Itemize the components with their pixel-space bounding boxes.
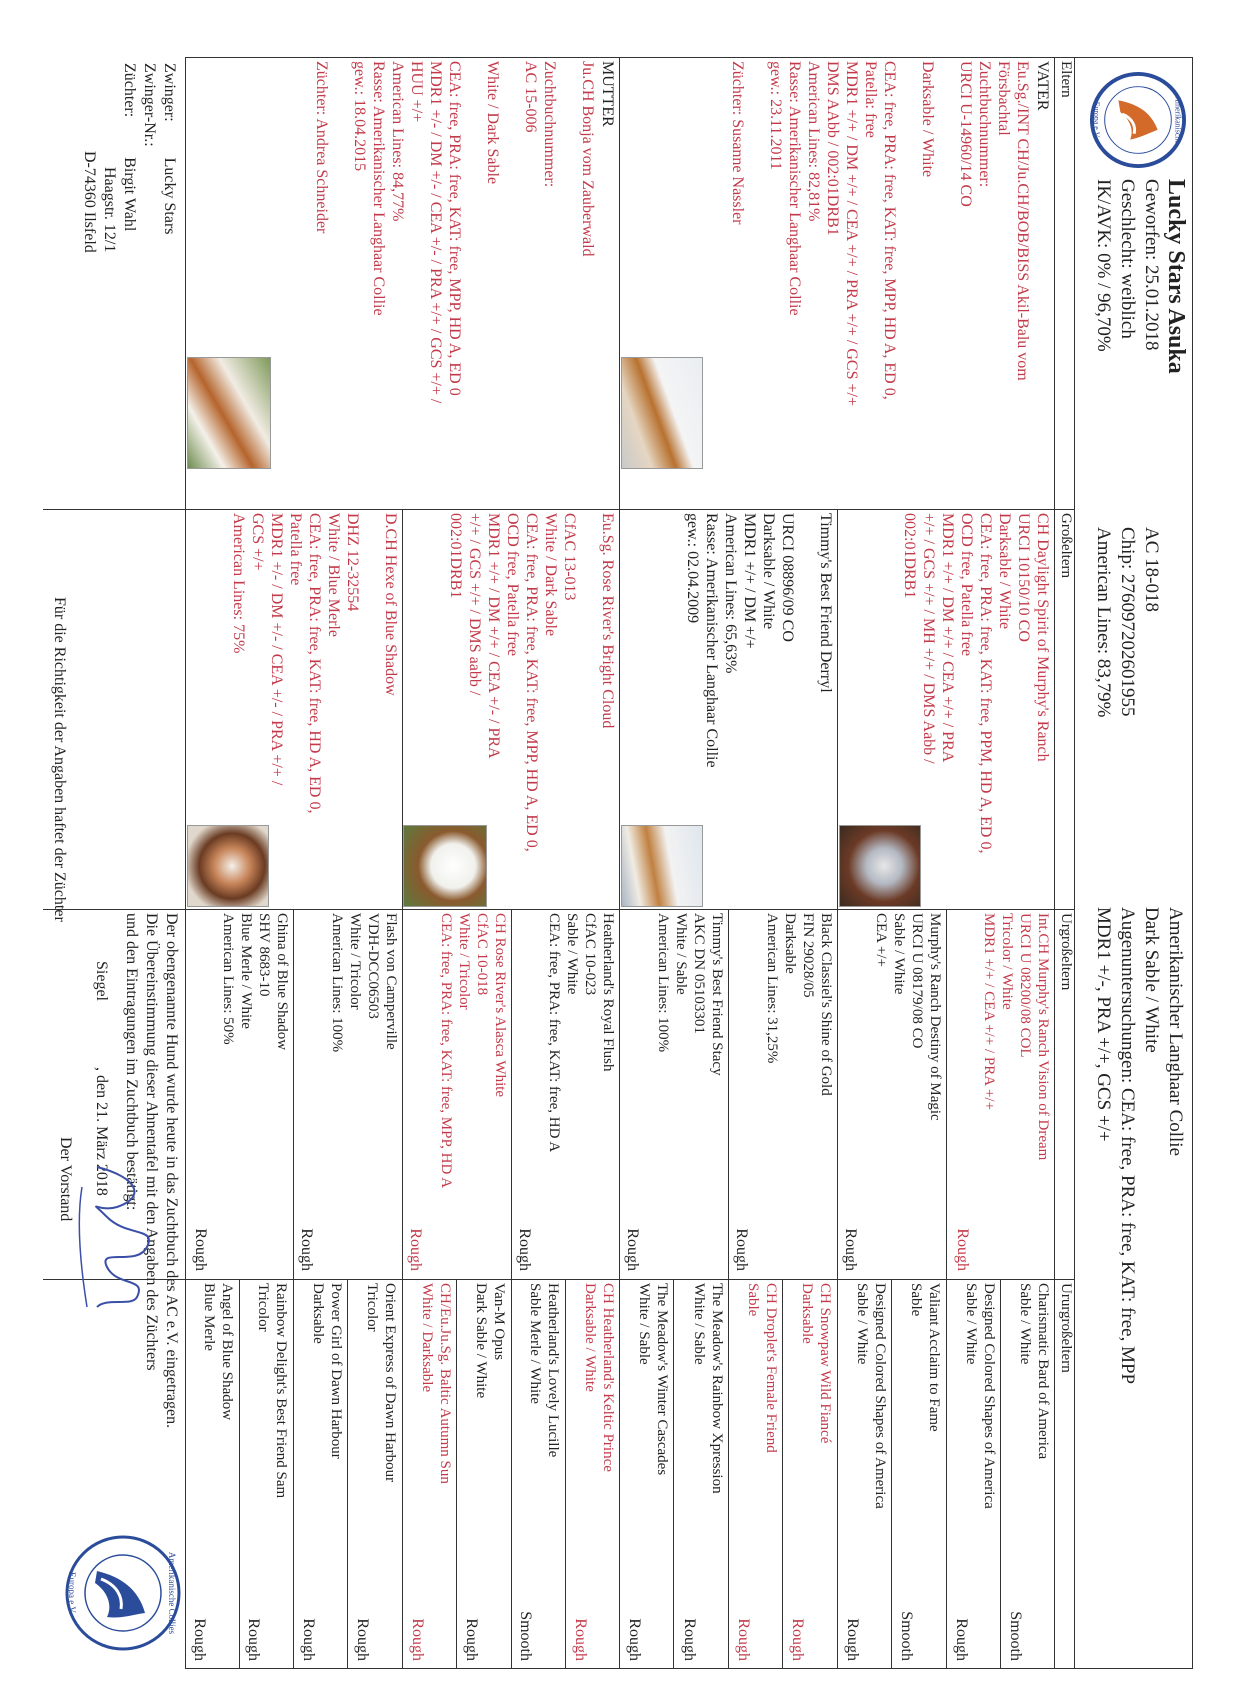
- sire-line: Patella: free: [862, 61, 879, 138]
- coat-color: Dark Sable / White: [1141, 907, 1162, 1053]
- great-grandparent-line: AKC DN 05103301: [691, 913, 707, 1034]
- dam-line: MDR1 +/- / DM +/- / CEA +/- / PRA +/+ / GCS +/+ /: [427, 61, 444, 404]
- column-title-parents: Eltern: [1058, 61, 1074, 98]
- great-grandparent-line: Murphy's Ranch Destiny of Magic: [927, 913, 943, 1121]
- great-grandparent-line: CEA: free, PRA: free, KAT: free, MPP, HD A: [438, 913, 454, 1189]
- great-great-grandparent: [184, 1283, 236, 1665]
- sire-line: Züchter: Susanne Nassler: [729, 61, 746, 225]
- coat-type: Rough: [191, 1618, 208, 1661]
- sex: Geschlecht: weiblich: [1117, 179, 1138, 339]
- divider-1: [43, 509, 1075, 510]
- great-grandparent-line: Darksable: [782, 913, 798, 974]
- breeder-city: D-74360 Ilsfeld: [81, 151, 98, 253]
- coat-type: Rough: [299, 1618, 317, 1661]
- great-grandparent-line: FIN 29028/05: [800, 913, 816, 998]
- coat-type: Smooth: [1007, 1611, 1024, 1661]
- great-great-grandparent-line: White / Sable: [690, 1283, 707, 1365]
- great-great-grandparent: [1000, 1283, 1052, 1665]
- dam-line: Züchter: Andrea Schneider: [313, 61, 330, 234]
- signature: [67, 1157, 177, 1317]
- grandparent-dam-sire: Eu.Sg. Rose River's Bright Cloud CfAC 13-013 White / Dark Sable CEA: free, PRA: free, KAT: free, MPP, HD A, ED 0, OCD free, Patella free MDR1 +/+ / DM +/+ / CEA +/- / PRA +/+ / GCS +/+ / DMS aabb / 002:01DRB1: [447, 513, 616, 852]
- breeder-street: Haagstr. 12/1: [101, 167, 118, 253]
- great-grandparent-line: SHV 8683-10: [256, 913, 272, 997]
- great-great-grandparent-line: Sable / White: [1017, 1283, 1033, 1365]
- breeder-name: Birgit Wahl: [121, 157, 138, 232]
- great-grandparent-line: American Lines: 31,25%: [764, 913, 780, 1064]
- great-great-grandparent: [728, 1283, 780, 1665]
- grandparent-dam-dam-photo: [187, 825, 269, 907]
- column-title-great-great-grandparents: Ururgroßeltern: [1058, 1283, 1074, 1373]
- great-great-grandparent-line: Heatherland's Lovely Lucille: [545, 1283, 562, 1458]
- coat-type: Rough: [735, 1618, 752, 1661]
- great-great-grandparent-line: Tricolor: [364, 1283, 381, 1332]
- grandparent-sire-dam: Timmy's Best Friend Derryl URCI 08896/09 CO Darksable / White MDR1 +/+ / DM +/+ American Lines: 65,63% Rasse: Amerikanischer Langhaar Collie gew.: 02.04.2009: [684, 513, 834, 768]
- great-grandparent-line: White / Sable: [673, 913, 689, 995]
- great-great-grandparent-line: White / Darksable: [418, 1283, 435, 1393]
- great-grandparent-line: CH Rose River's Alasca White: [492, 913, 508, 1098]
- great-great-grandparent-line: The Meadow's Winter Cascades: [654, 1283, 671, 1476]
- dam-line: gew.: 18.04.2015: [351, 61, 368, 172]
- great-grandparent: [509, 913, 617, 1275]
- sire-line: Försbachtal: [995, 61, 1012, 136]
- great-grandparent-line: URCI U 08200/08 COL: [1017, 913, 1033, 1058]
- sire-line: American Lines: 82,81%: [805, 61, 822, 222]
- sire-photo: [621, 357, 703, 469]
- great-great-grandparent-line: CH/Eu.Ju.Sg. Baltic Autumn Sun: [436, 1283, 453, 1484]
- header-divider: [1074, 57, 1075, 1669]
- american-lines: American Lines: 83,79%: [1093, 527, 1114, 718]
- great-grandparent-line: White / Tricolor: [456, 913, 472, 1010]
- great-grandparent: [947, 913, 1052, 1275]
- sire-line: DMS AAbb / 002:01DRB1: [824, 61, 841, 236]
- dam-line: White / Dark Sable: [484, 61, 501, 185]
- great-grandparent-line: Blue Merle / White: [238, 913, 254, 1029]
- dam-line: Ju.CH Bonja vom Zauberwald: [579, 61, 596, 257]
- great-grandparent-line: CfAC 10-018: [474, 913, 490, 996]
- great-grandparent-line: Ghina of Blue Shadow: [274, 913, 290, 1051]
- column-title-grandparents: Großeltern: [1058, 513, 1074, 578]
- great-great-grandparent-line: Designed Colored Shapes of America: [980, 1283, 997, 1509]
- coat-type: Rough: [842, 1228, 859, 1271]
- great-grandparent-line: American Lines: 50%: [220, 913, 236, 1045]
- kennel-number-label: Zwinger-Nr.:: [141, 63, 158, 147]
- great-grandparent: [291, 913, 400, 1275]
- dam-photo: [187, 357, 271, 469]
- rotated-document: [25, 13, 1215, 1693]
- coat-type: Rough: [571, 1618, 589, 1661]
- birth-date: Geworfen: 25.01.2018: [1141, 179, 1162, 351]
- sire-line: URCI U-14960/14 CO: [957, 61, 974, 207]
- coat-type: Rough: [624, 1228, 641, 1271]
- board-label: Der Vorstand: [57, 1137, 74, 1222]
- great-grandparent-line: CfAC 10-023: [582, 913, 598, 996]
- great-great-grandparent-line: Tricolor: [255, 1283, 272, 1332]
- great-great-grandparent-line: Darksable: [309, 1283, 326, 1344]
- coat-type: Smooth: [517, 1611, 535, 1661]
- kennel-name: Lucky Stars: [161, 157, 178, 235]
- pedigree-certificate: [43, 57, 1193, 1669]
- kennel-label: Zwinger:: [161, 63, 178, 122]
- coat-type: Rough: [789, 1618, 807, 1661]
- coat-type: Rough: [733, 1228, 750, 1271]
- great-great-grandparent-line: CH Droplet's Female Friend: [763, 1283, 779, 1453]
- great-grandparent-line: MDR1 +/+ / CEA +/+ / PRA +/+: [981, 913, 997, 1111]
- grandparent-sire-sire: CH Daylight Spirit of Murphy's Ranch URCI 10150/10 CO Darksable / White CEA: free, PRA: free, KAT: free, PPM, HD A, ED 0, OCD free, Patella free MDR1 +/+ / DM +/+ / CEA +/+ / PRA +/+ / GCS +/+ / MH +/+ / DMS Aabb / 002:01DRB1: [901, 513, 1051, 854]
- breeder-liability-note: Für die Richtigkeit der Angaben haftet der Züchter: [51, 597, 68, 922]
- svg-text:Amerikanische Collies: Amerikanische Collies: [167, 1551, 177, 1635]
- sire-line: Rasse: Amerikanischer Langhaar Collie: [786, 61, 803, 316]
- sire-line: MDR1 +/+ / DM +/+ / CEA +/+ / PRA +/+ / GCS +/+: [843, 61, 860, 406]
- great-grandparent: [726, 913, 835, 1275]
- coat-type: Rough: [680, 1618, 698, 1661]
- sire-details: [728, 61, 1032, 501]
- great-great-grandparent-line: Designed Colored Shapes of America: [871, 1283, 888, 1509]
- great-great-grandparent: [510, 1283, 562, 1665]
- svg-text:Amerikanische: Amerikanische: [1173, 96, 1183, 144]
- grandparent-sire-sire-photo: [839, 825, 921, 907]
- great-great-grandparent-line: The Meadow's Rainbow Xpression: [708, 1283, 725, 1494]
- great-grandparent-line: CEA: free, PRA: free, KAT: free, HD A: [546, 913, 562, 1153]
- coat-type: Rough: [626, 1618, 644, 1661]
- svg-text:Europa e.V.: Europa e.V.: [1091, 101, 1101, 139]
- dam-label: MUTTER: [599, 61, 616, 127]
- great-grandparent: [185, 913, 291, 1275]
- great-great-grandparent-line: Darksable: [799, 1283, 816, 1344]
- coat-type: Rough: [463, 1618, 480, 1661]
- great-great-grandparent-line: Sable Merle / White: [527, 1283, 544, 1404]
- coat-type: Rough: [954, 1228, 971, 1271]
- dam-line: AC 15-006: [522, 61, 539, 133]
- great-great-grandparent: [293, 1283, 345, 1665]
- sire-line: CEA: free, PRA: free, KAT: free, MPP, HD A, ED 0,: [881, 61, 898, 400]
- dam-line: CEA: free, PRA: free, KAT: free, MPP, HD A, ED 0: [446, 61, 463, 396]
- dam-line: Rasse: Amerikanischer Langhaar Collie: [370, 61, 387, 316]
- great-grandparent-line: American Lines: 100%: [329, 913, 345, 1053]
- club-seal: [63, 1533, 183, 1653]
- coat-type: Rough: [952, 1618, 970, 1661]
- great-grandparent-line: American Lines: 100%: [655, 913, 671, 1053]
- great-grandparent: [835, 913, 944, 1275]
- great-grandparent: [400, 913, 509, 1275]
- registration-statement: Der obengenannte Hund wurde heute in das Zuchtbuch des AC e.V. eingetragen. Die Übereinstimmung dieser Ahnentafel mit den Angaben des Züchters und den Eintragungen im Zuchtbuch bestätigt:: [123, 913, 180, 1429]
- great-grandparent-line: Flash von Camperville: [383, 913, 399, 1050]
- great-great-grandparent: [456, 1283, 508, 1665]
- great-great-grandparent-line: White / Sable: [636, 1283, 653, 1365]
- great-great-grandparent: [837, 1283, 889, 1665]
- dam-line: HUU +/+: [408, 61, 425, 123]
- great-grandparent-line: Int.CH Murphy's Ranch Vision of Dream: [1035, 913, 1051, 1161]
- great-grandparent-line: Heatherland's Royal Flush: [600, 913, 616, 1072]
- eye-examinations: Augenuntersuchungen: CEA: free, PRA: free, KAT: free, MPP: [1117, 907, 1138, 1385]
- great-grandparent: [617, 913, 726, 1275]
- great-grandparent-line: Tricolor / White: [999, 913, 1015, 1010]
- great-great-grandparent-line: Orient Express of Dawn Harbour: [382, 1283, 399, 1483]
- coat-type: Rough: [245, 1618, 263, 1661]
- great-great-grandparent-line: Van-M Opus: [491, 1283, 507, 1361]
- registration-number: AC 18-018: [1141, 527, 1162, 612]
- great-great-grandparent: [347, 1283, 399, 1665]
- coat-type: Rough: [407, 1228, 424, 1271]
- coat-type: Rough: [408, 1618, 426, 1661]
- great-great-grandparent: [565, 1283, 617, 1665]
- column-title-great-grandparents: Urgroßeltern: [1058, 913, 1074, 991]
- great-great-grandparent-line: Angel of Blue Shadow: [219, 1283, 235, 1421]
- coat-type: Rough: [298, 1228, 315, 1271]
- pedigree-header: [1075, 57, 1193, 1669]
- great-grandparent-line: Sable / White: [891, 913, 907, 995]
- great-grandparent-line: Timmy's Best Friend Stacy: [709, 913, 725, 1076]
- seal-label: Siegel: [93, 961, 110, 1001]
- coat-type: Smooth: [898, 1611, 916, 1661]
- sire-line: Darksable / White: [919, 61, 936, 178]
- inbreeding-coefficient: IK/AVK: 0% / 96,70%: [1093, 179, 1114, 352]
- great-great-grandparent-line: Sable: [908, 1283, 925, 1317]
- kennel-info: [79, 63, 179, 253]
- great-great-grandparent-line: Sable: [745, 1283, 761, 1317]
- coat-type: Rough: [192, 1228, 209, 1271]
- sire-line: Eu.Sg./INT CH/Ju.CH/BOB/BISS Akil-Balu vom: [1014, 61, 1031, 381]
- great-grandparent-line: URCI U 08179/08 CO: [909, 913, 925, 1049]
- great-great-grandparent-line: Dark Sable / White: [473, 1283, 489, 1399]
- breeder-label: Züchter:: [121, 63, 138, 118]
- grandparent-sire-dam-photo: [621, 825, 703, 907]
- great-great-grandparent: [402, 1283, 454, 1665]
- great-great-grandparent: [238, 1283, 290, 1665]
- coat-type: Rough: [354, 1618, 372, 1661]
- great-great-grandparent: [619, 1283, 671, 1665]
- chip-number: Chip: 276097202601955: [1117, 527, 1138, 717]
- great-great-grandparent-line: Valiant Acclaim to Fame: [926, 1283, 943, 1432]
- great-great-grandparent-line: Sable / White: [962, 1283, 979, 1365]
- great-grandparent-line: CEA +/+: [873, 913, 889, 968]
- sire-line: gew.: 23.11.2011: [767, 61, 784, 170]
- great-great-grandparent: [782, 1283, 834, 1665]
- great-great-grandparent-line: Rainbow Delight's Best Friend Sam: [273, 1283, 290, 1499]
- dog-name: Lucky Stars Asuka: [1163, 179, 1189, 374]
- breed: Amerikanischer Langhaar Collie: [1165, 907, 1186, 1157]
- great-great-grandparent-line: CH Heatherland's Keltic Prince: [599, 1283, 616, 1472]
- sire-line: Zuchtbuchnummer:: [976, 61, 993, 188]
- genetic-tests: MDR1 +/-, PRA +/+, GCS +/+: [1093, 907, 1114, 1142]
- sire-label: VATER: [1034, 61, 1051, 111]
- divider-2: [43, 909, 1075, 910]
- great-great-grandparent: [891, 1283, 943, 1665]
- coat-type: Rough: [843, 1618, 861, 1661]
- great-grandparent-line: Sable / White: [564, 913, 580, 995]
- divider-3: [43, 1279, 1075, 1280]
- club-logo: [1089, 71, 1187, 169]
- dam-line: Zuchtbuchnummer:: [541, 61, 558, 188]
- dam-details: [312, 61, 597, 501]
- dam-line: American Lines: 84,77%: [389, 61, 406, 222]
- svg-text:Europa e.V.: Europa e.V.: [67, 1571, 77, 1615]
- coat-type: Rough: [516, 1228, 533, 1271]
- great-great-grandparent-line: Blue Merle: [201, 1283, 217, 1351]
- great-grandparent-line: Black Classiel's Shine of Gold: [818, 913, 834, 1096]
- great-great-grandparent: [674, 1283, 726, 1665]
- great-great-grandparent-line: Power Girl of Dawn Harbour: [327, 1283, 344, 1459]
- grandparent-dam-sire-photo: [403, 825, 487, 907]
- great-great-grandparent-line: Charismatic Bard of America: [1035, 1283, 1051, 1460]
- grandparent-dam-dam: D.CH Hexe of Blue Shadow DHZ 12-32554 White / Blue Merle CEA: free, PRA: free, KAT: free, HD A, ED 0, Patella free MDR1 +/- / DM +/- / CEA +/- / PRA +/+ / GCS +/+ American Lines: 75%: [230, 513, 399, 814]
- great-great-grandparent: [946, 1283, 998, 1665]
- great-grandparent-line: White / Tricolor: [347, 913, 363, 1010]
- great-great-grandparent-line: Darksable / White: [581, 1283, 598, 1392]
- great-grandparent-line: VDH-DCC06503: [365, 913, 381, 1019]
- column-title-divider: [1054, 57, 1055, 1669]
- great-great-grandparent-line: Sable / White: [853, 1283, 870, 1365]
- great-great-grandparent-line: CH Snowpaw Wild Fiancé: [817, 1283, 834, 1444]
- issue-date: , den 21. März 2018: [93, 1067, 110, 1196]
